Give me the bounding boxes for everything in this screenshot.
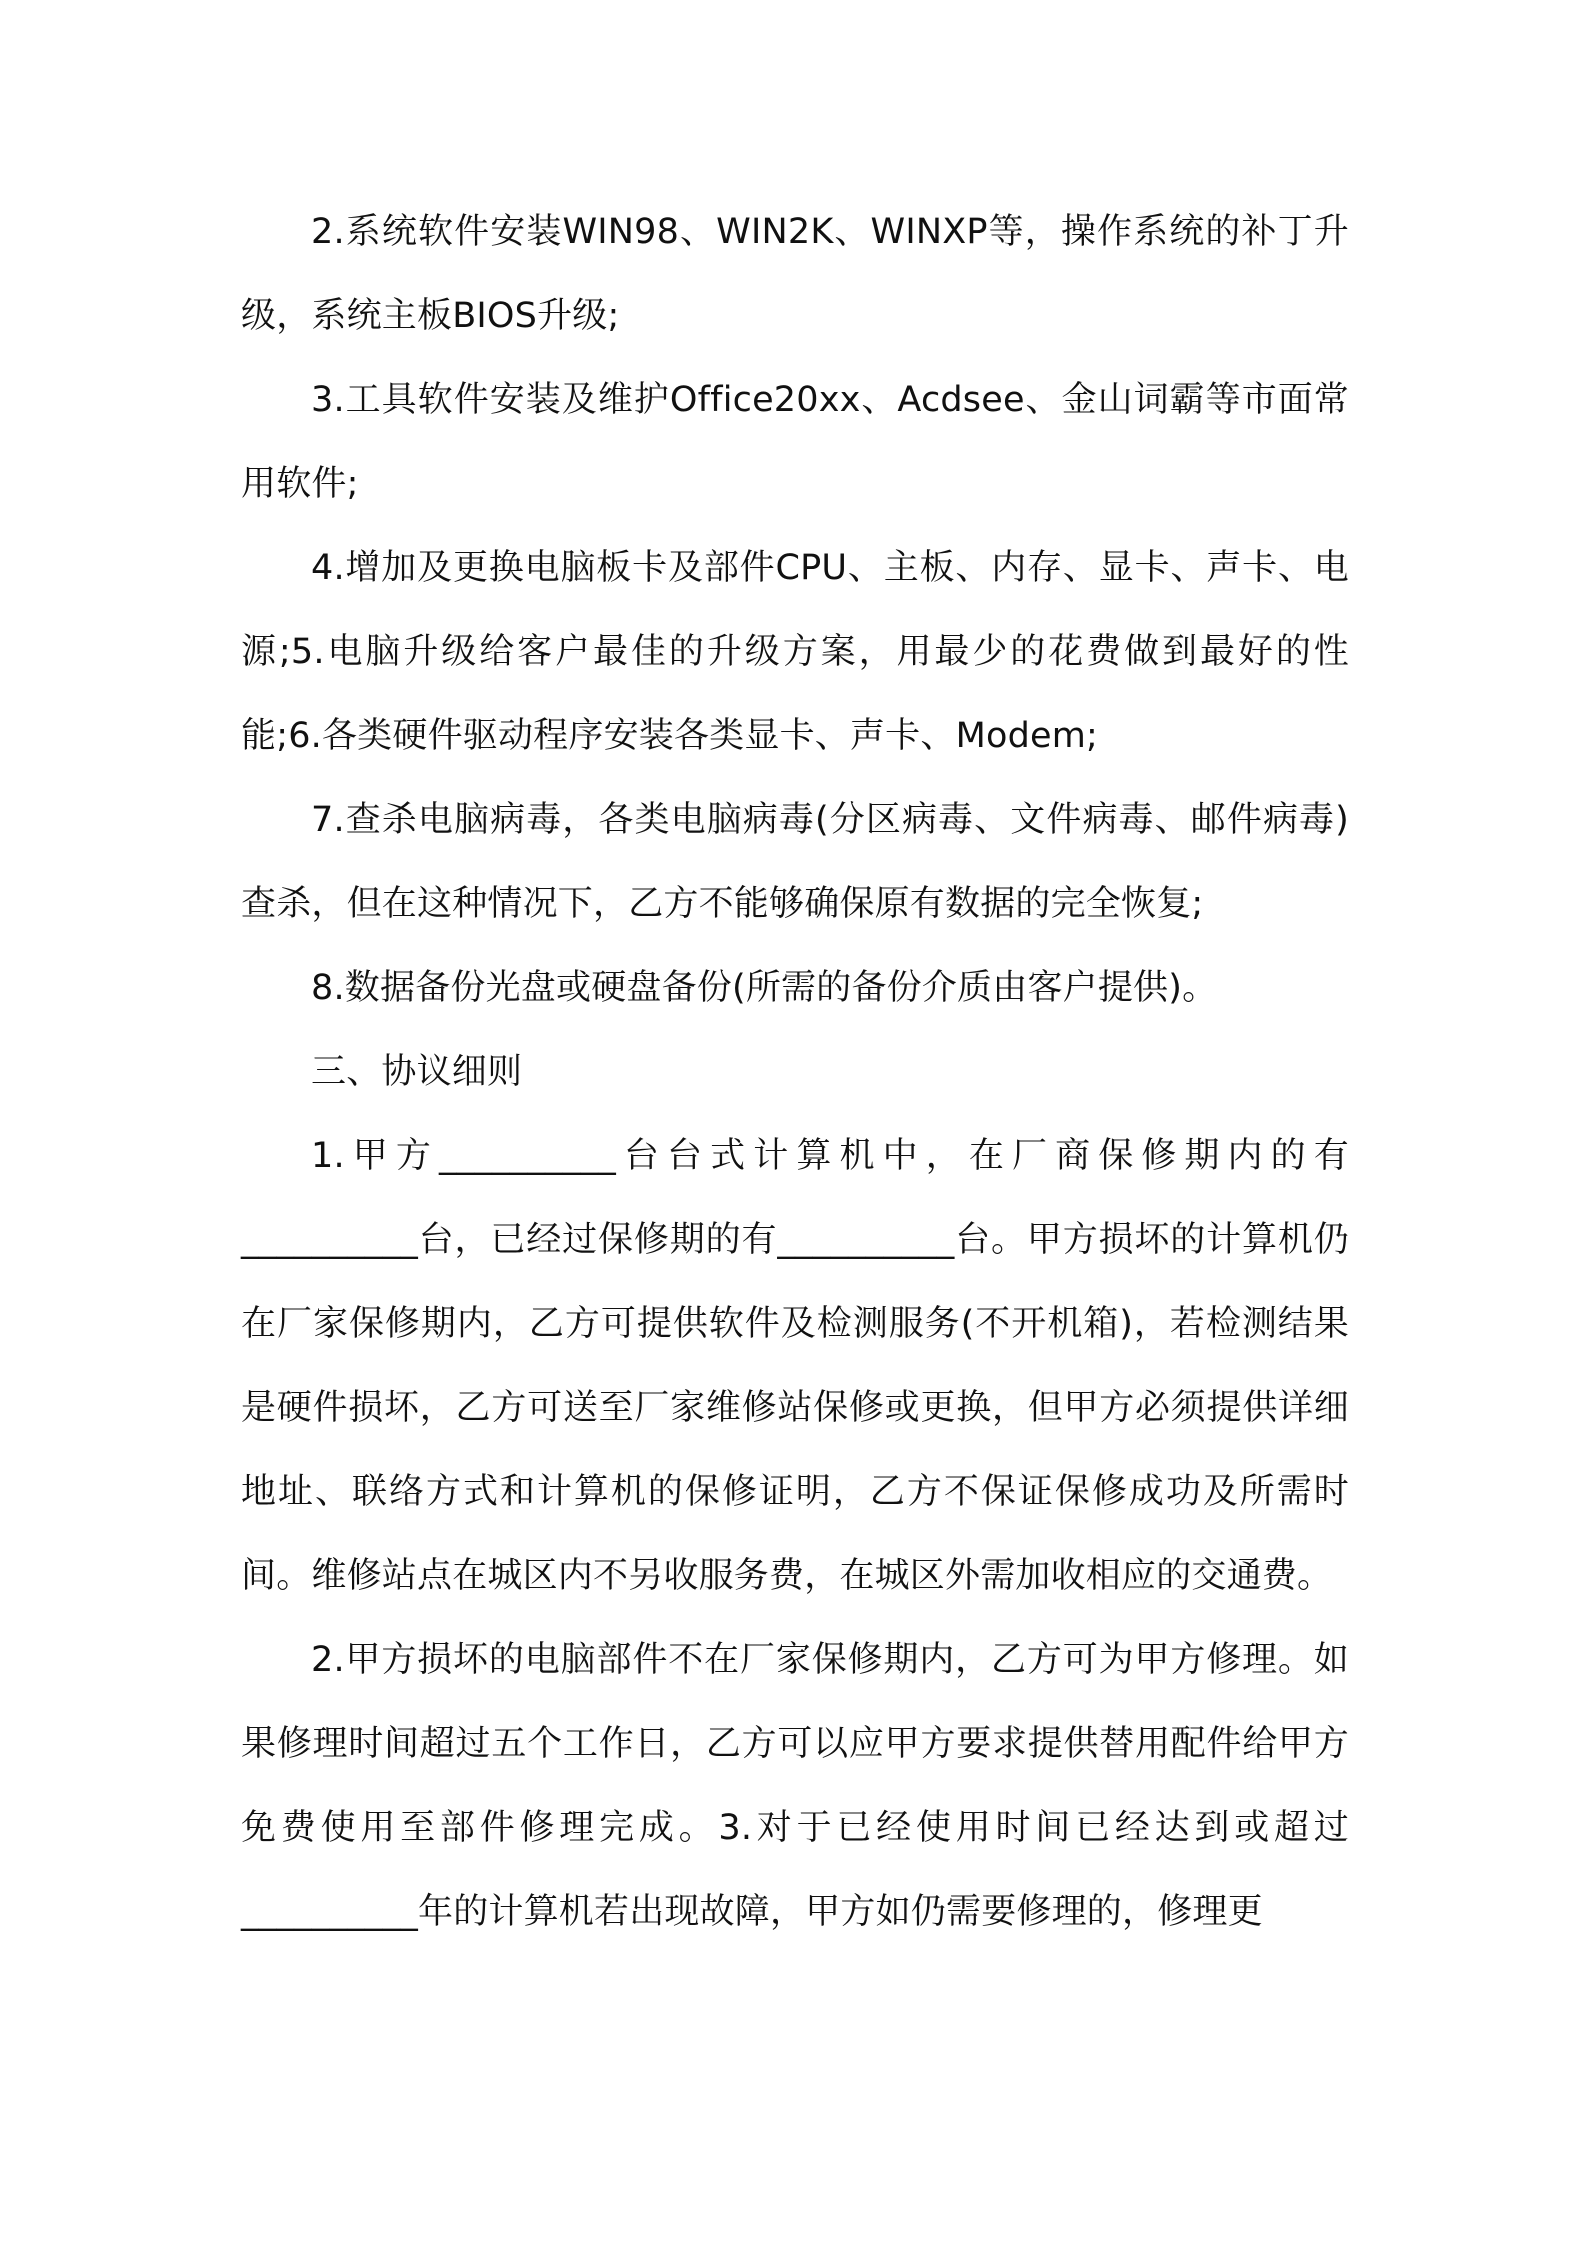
- service-item-8: 8.数据备份光盘或硬盘备份(所需的备份介质由客户提供)。: [311, 968, 1218, 1008]
- clause-1: 1.甲方__________台台式计算机中，在厂商保修期内的有__________台，已经过保修期的有__________台。甲方损坏的计算机仍在厂家保修期内，乙方可提供软件及检测服务(不开机箱)，若检测结果是硬件损坏，乙方可送至厂家维修站保修或更换，但甲方必须提供详细地址、联络方式和计算机的保修证明，乙方不保证保修成功及所需时间。维修站点在城区内不另收服务费，在城区外需加收相应的交通费。: [241, 1136, 1349, 1596]
- service-item-2: 2.系统软件安装WIN98、WIN2K、WINXP等，操作系统的补丁升级，系统主板BIOS升级;: [241, 212, 1349, 336]
- service-item-7: 7.查杀电脑病毒，各类电脑病毒(分区病毒、文件病毒、邮件病毒)查杀，但在这种情况下，乙方不能够确保原有数据的完全恢复;: [241, 800, 1349, 924]
- service-item-4-6: 4.增加及更换电脑板卡及部件CPU、主板、内存、显卡、声卡、电源;5.电脑升级给客户最佳的升级方案，用最少的花费做到最好的性能;6.各类硬件驱动程序安装各类显卡、声卡、Modem;: [241, 548, 1349, 756]
- service-item-3: 3.工具软件安装及维护Office20xx、Acdsee、金山词霸等市面常用软件;: [241, 380, 1349, 504]
- section-heading: 三、协议细则: [311, 1052, 523, 1092]
- document-body: [241, 190, 1349, 1954]
- clause-2-3: 2.甲方损坏的电脑部件不在厂家保修期内，乙方可为甲方修理。如果修理时间超过五个工作日，乙方可以应甲方要求提供替用配件给甲方免费使用至部件修理完成。3.对于已经使用时间已经达到或超过__________年的计算机若出现故障，甲方如仍需要修理的，修理更: [241, 1640, 1349, 1932]
